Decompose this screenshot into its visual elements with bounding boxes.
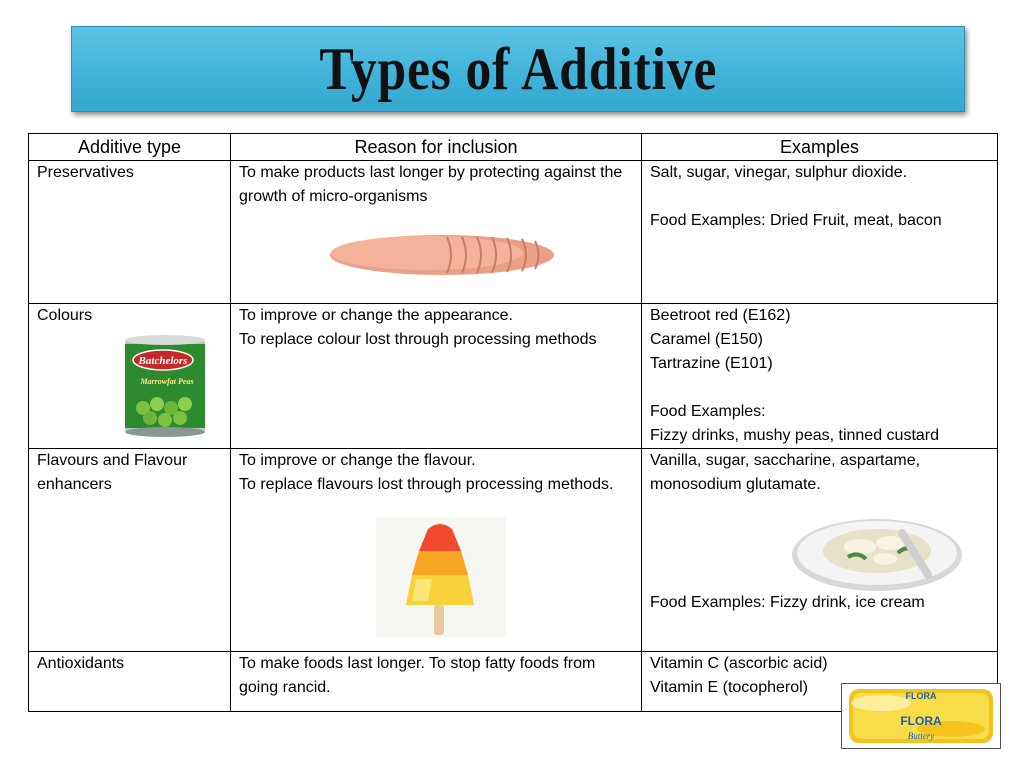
bacon-slices-image	[327, 225, 557, 285]
reason-text: To improve or change the appearance.	[239, 307, 513, 324]
cell-reason	[231, 652, 642, 712]
table-row	[29, 161, 998, 304]
cell-reason	[231, 304, 642, 449]
food-examples-label: Food Examples:	[650, 403, 766, 420]
cell-additive-type	[29, 161, 231, 304]
table-row	[29, 449, 998, 652]
slide-title: Types of Additive	[319, 35, 717, 102]
svg-text:Batchelors: Batchelors	[138, 355, 188, 367]
reason-text: To improve or change the flavour.	[239, 452, 476, 469]
examples-text: Beetroot red (E162)	[650, 307, 791, 324]
svg-text:FLORA: FLORA	[905, 691, 937, 701]
cell-examples	[642, 304, 998, 449]
title-bar	[71, 26, 965, 112]
pea-can-image	[123, 334, 207, 438]
cell-additive-type	[29, 652, 231, 712]
reason-text: To make products last longer by protecting against the growth of micro-organisms	[239, 164, 623, 205]
reason-text: To make foods last longer. To stop fatty foods from going rancid.	[239, 655, 596, 696]
flora-tub-image	[841, 683, 1001, 749]
cell-examples	[642, 161, 998, 304]
cell-reason	[231, 449, 642, 652]
cell-additive-type	[29, 304, 231, 449]
cell-reason	[231, 161, 642, 304]
reason-text: To replace colour lost through processing methods	[239, 331, 597, 348]
ice-lolly-image	[376, 517, 506, 637]
svg-text:FLORA: FLORA	[900, 714, 942, 728]
additive-type-text: Flavours and Flavour enhancers	[37, 452, 188, 493]
table-row	[29, 304, 998, 449]
examples-text: Vitamin E (tocopherol)	[650, 679, 808, 696]
header-examples: Examples	[642, 134, 998, 161]
examples-text: Salt, sugar, vinegar, sulphur dioxide.	[650, 164, 908, 181]
header-additive-type: Additive type	[29, 134, 231, 161]
examples-text: Caramel (E150)	[650, 331, 763, 348]
svg-text:Marrowfat Peas: Marrowfat Peas	[140, 377, 194, 386]
food-examples-text: Food Examples: Fizzy drink, ice cream	[650, 594, 925, 611]
table-header-row	[29, 134, 998, 161]
food-examples-text: Food Examples: Dried Fruit, meat, bacon	[650, 212, 942, 229]
header-reason: Reason for inclusion	[231, 134, 642, 161]
examples-text: Vanilla, sugar, saccharine, aspartame, monosodium glutamate.	[650, 452, 921, 493]
svg-text:Buttery: Buttery	[907, 731, 935, 741]
additive-type-text: Preservatives	[37, 164, 134, 181]
examples-text: Tartrazine (E101)	[650, 355, 773, 372]
cell-additive-type	[29, 449, 231, 652]
cell-examples	[642, 449, 998, 652]
additive-type-text: Antioxidants	[37, 655, 125, 672]
soup-bowl-image	[790, 513, 964, 593]
additives-table	[28, 133, 998, 712]
reason-text: To replace flavours lost through processing methods.	[239, 476, 614, 493]
additive-type-text: Colours	[37, 307, 93, 324]
examples-text: Vitamin C (ascorbic acid)	[650, 655, 828, 672]
food-examples-text: Fizzy drinks, mushy peas, tinned custard	[650, 427, 940, 444]
